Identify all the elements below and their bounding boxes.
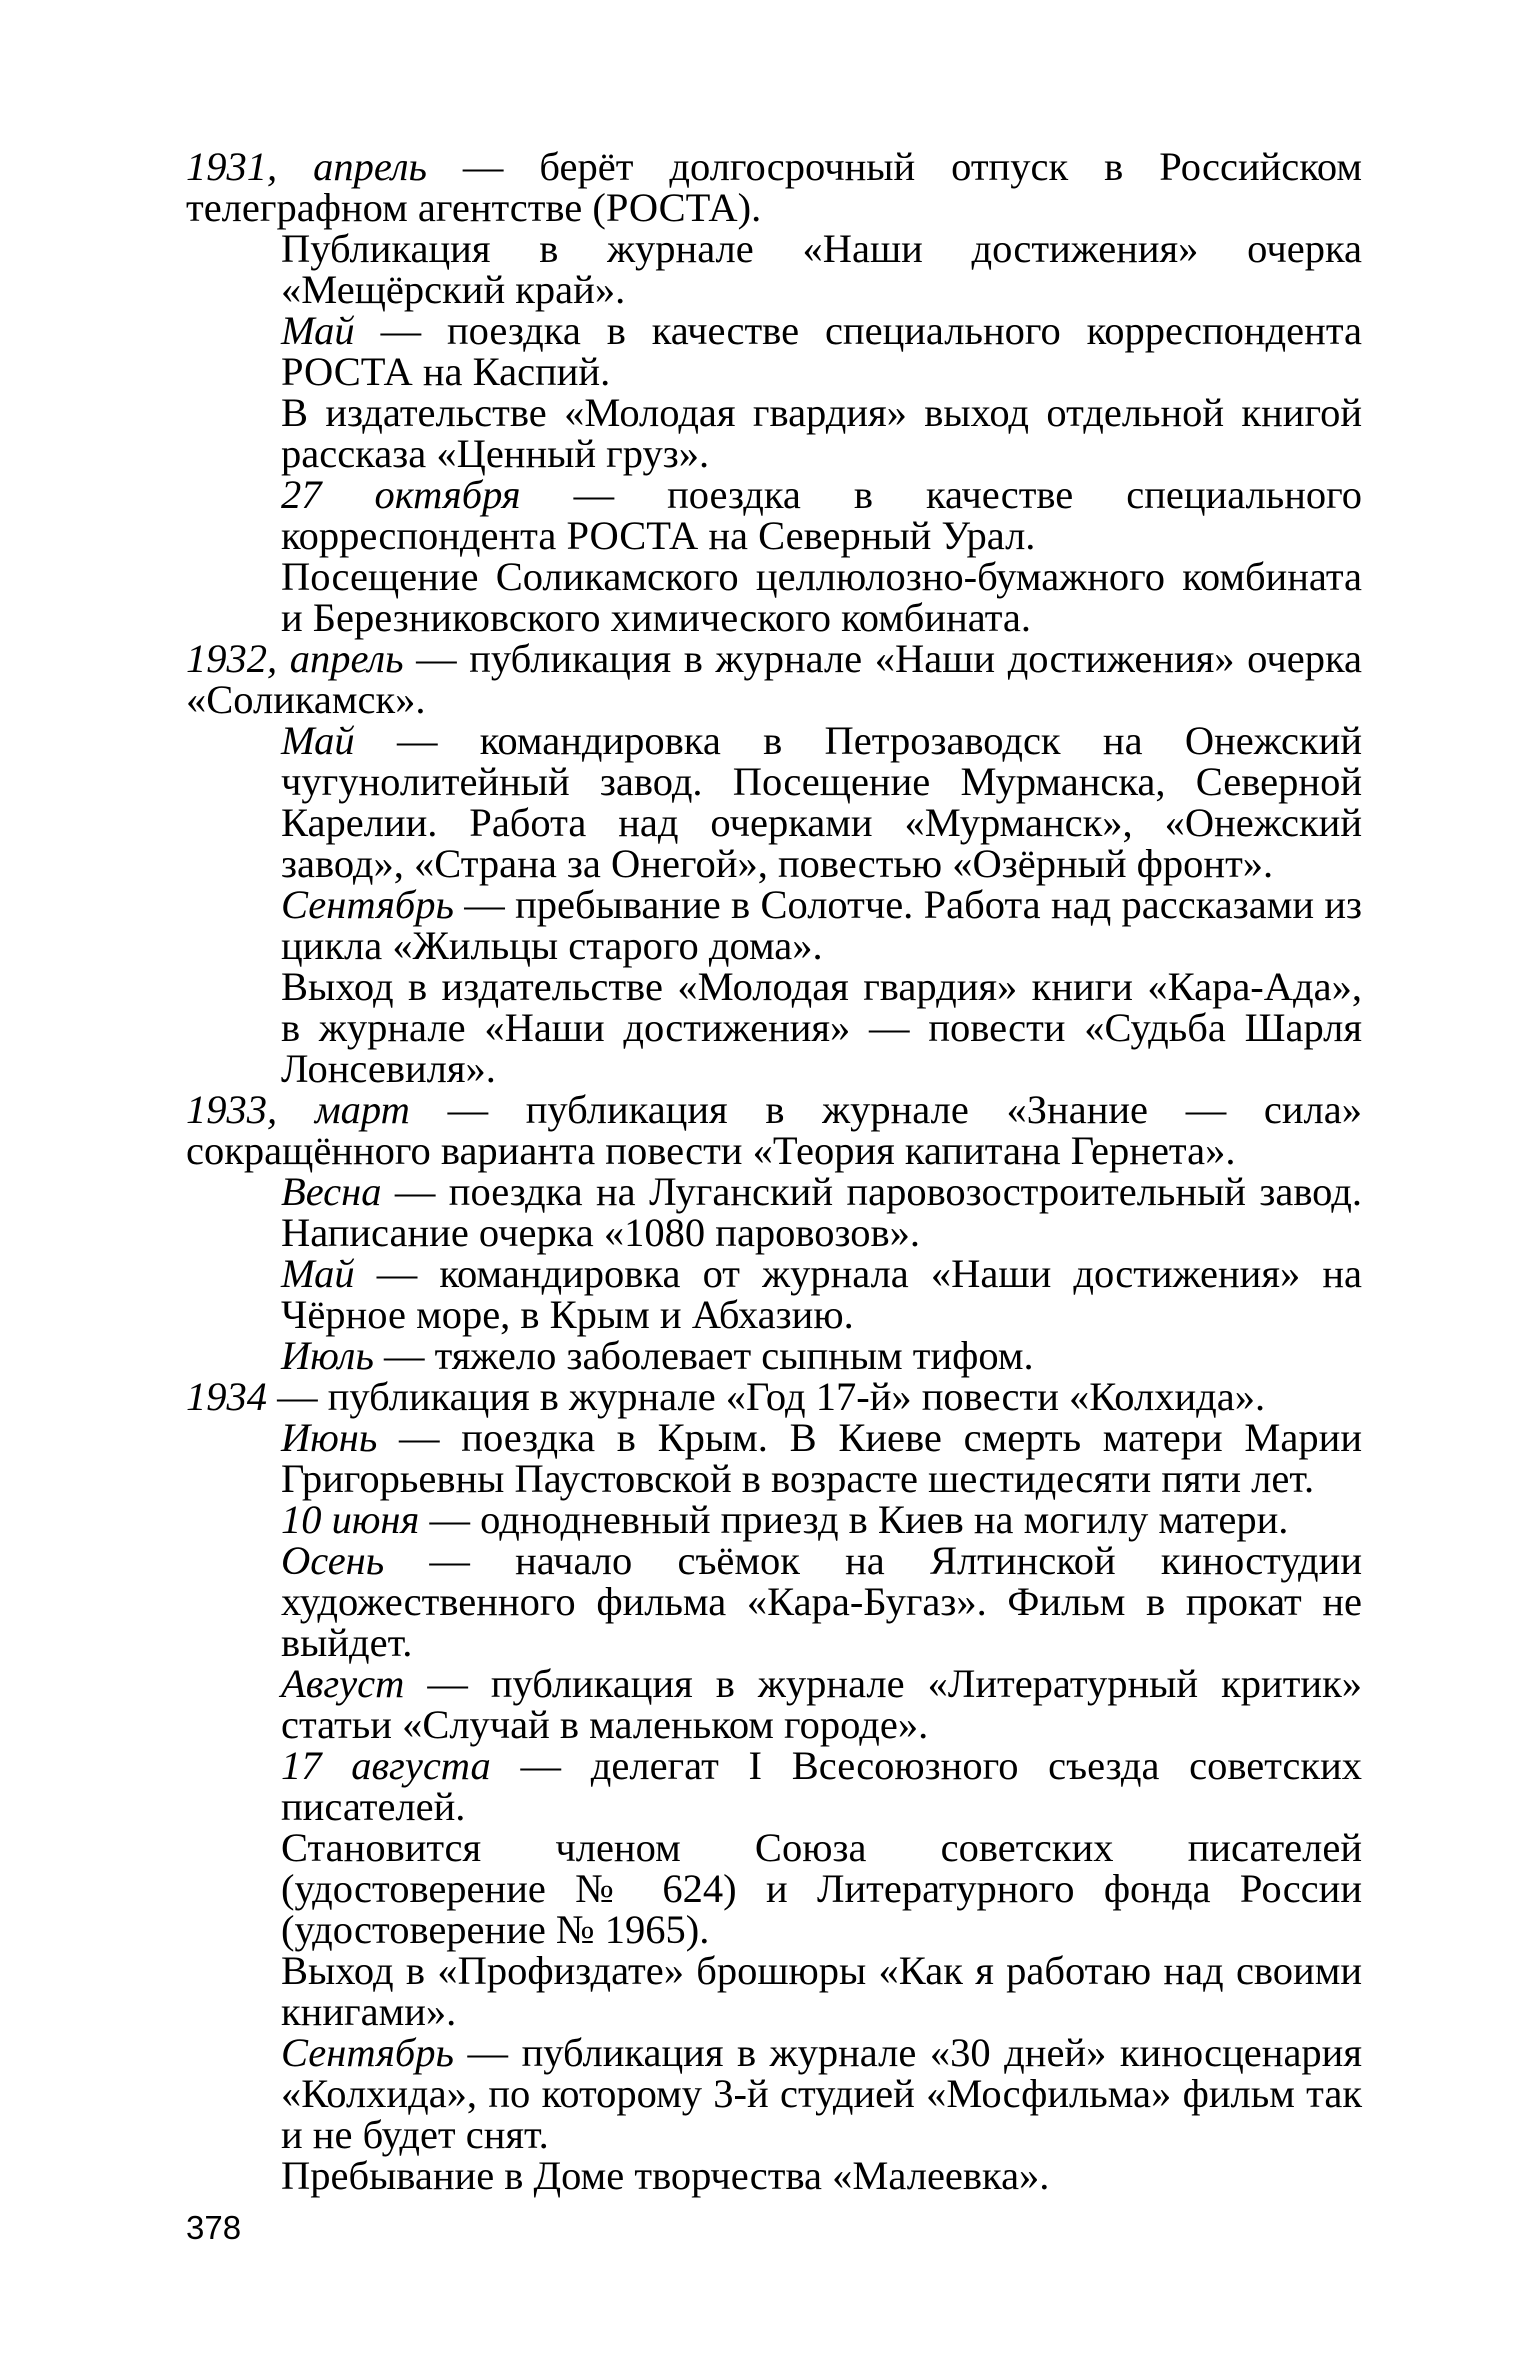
chronology-subentry xyxy=(186,1950,1362,2032)
chronology-subentry xyxy=(186,556,1362,638)
chronology-entry xyxy=(186,1376,1362,1417)
entry-date: 1932, апрель xyxy=(186,636,404,681)
entry-text: Выход в «Профиздате» брошюры «Как я работаю над своими книгами». xyxy=(281,1948,1362,2034)
chronology-subentry xyxy=(186,2155,1362,2196)
entry-text: — тяжело заболевает сыпным тифом. xyxy=(373,1333,1034,1378)
entry-text: — поездка на Луганский паровозостроительный завод. Написание очерка «1080 паровозов». xyxy=(281,1169,1362,1255)
chronology-block-1931 xyxy=(186,146,1362,638)
entry-text: — однодневный приезд в Киев на могилу матери. xyxy=(419,1497,1289,1542)
chronology-subentry xyxy=(186,392,1362,474)
chronology-subentry xyxy=(186,1499,1362,1540)
chronology-subentry xyxy=(186,310,1362,392)
entry-date: Весна xyxy=(281,1169,382,1214)
entry-text: Выход в издательстве «Молодая гвардия» книги «Кара-Ада», в журнале «Наши достижения» — повести «Судьба Шарля Лонсевиля». xyxy=(281,964,1362,1091)
entry-date: 17 августа xyxy=(281,1743,491,1788)
entry-date: Август xyxy=(281,1661,405,1706)
entry-date: Май xyxy=(281,1251,355,1296)
page-number: 378 xyxy=(186,2209,242,2246)
entry-text: — публикация в журнале «Год 17-й» повести «Колхида». xyxy=(267,1374,1266,1419)
chronology-subentry xyxy=(186,1663,1362,1745)
entry-text: Становится членом Союза советских писателей (удостоверение № 624) и Литературного фонда России (удостоверение № 1965). xyxy=(281,1825,1362,1952)
chronology-subentry xyxy=(186,884,1362,966)
chronology-subentry xyxy=(186,720,1362,884)
entry-text: — публикация в журнале «Знание — сила» сокращённого варианта повести «Теория капитана Гернета». xyxy=(186,1087,1362,1173)
entry-date: Май xyxy=(281,718,355,763)
entry-date: Май xyxy=(281,308,355,353)
entry-text: — берёт долгосрочный отпуск в Российском телеграфном агентстве (РОСТА). xyxy=(186,144,1362,230)
chronology-entry xyxy=(186,1089,1362,1171)
entry-text: — публикация в журнале «Литературный критик» статьи «Случай в маленьком городе». xyxy=(281,1661,1362,1747)
entry-date: 1933, март xyxy=(186,1087,410,1132)
chronology-subentry xyxy=(186,1540,1362,1663)
entry-date: Сентябрь xyxy=(281,2030,454,2075)
chronology-subentry xyxy=(186,1745,1362,1827)
entry-text: — поездка в качестве специального корреспондента РОСТА на Каспий. xyxy=(281,308,1362,394)
entry-date: 10 июня xyxy=(281,1497,420,1542)
chronology-subentry xyxy=(186,228,1362,310)
chronology-subentry xyxy=(186,966,1362,1089)
entry-text: — командировка в Петрозаводск на Онежский чугунолитейный завод. Посещение Мурманска, Северной Карелии. Работа над очерками «Мурманск», «Онежский завод», «Страна за Онегой», повестью «Озёрный фронт». xyxy=(281,718,1362,886)
entry-text: — поездка в качестве специального корреспондента РОСТА на Северный Урал. xyxy=(281,472,1362,558)
entry-date: Сентябрь xyxy=(281,882,454,927)
chronology-subentry xyxy=(186,2032,1362,2155)
chronology-subentry xyxy=(186,474,1362,556)
entry-text: — начало съёмок на Ялтинской киностудии художественного фильма «Кара-Бугаз». Фильм в прокат не выйдет. xyxy=(281,1538,1362,1665)
entry-date: Июнь xyxy=(281,1415,378,1460)
chronology-entry xyxy=(186,146,1362,228)
entry-text: — публикация в журнале «30 дней» киносценария «Колхида», по которому 3-й студией «Мосфильма» фильм так и не будет снят. xyxy=(281,2030,1362,2157)
entry-text: Публикация в журнале «Наши достижения» очерка «Мещёрский край». xyxy=(281,226,1362,312)
entry-text: В издательстве «Молодая гвардия» выход отдельной книгой рассказа «Ценный груз». xyxy=(281,390,1362,476)
chronology-block-1933 xyxy=(186,1089,1362,1376)
chronology-block-1934 xyxy=(186,1376,1362,2196)
entry-text: — делегат I Всесоюзного съезда советских писателей. xyxy=(281,1743,1363,1829)
entry-text: — поездка в Крым. В Киеве смерть матери Марии Григорьевны Паустовской в возрасте шестидесяти пяти лет. xyxy=(281,1415,1362,1501)
entry-date: 1934 xyxy=(186,1374,267,1419)
entry-date: Осень xyxy=(281,1538,385,1583)
entry-text: — пребывание в Солотче. Работа над рассказами из цикла «Жильцы старого дома». xyxy=(281,882,1362,968)
entry-text: Пребывание в Доме творчества «Малеевка». xyxy=(281,2153,1050,2198)
chronology-subentry xyxy=(186,1827,1362,1950)
chronology-entry xyxy=(186,638,1362,720)
entry-date: 27 октября xyxy=(281,472,521,517)
chronology-subentry xyxy=(186,1253,1362,1335)
entry-date: 1931, апрель xyxy=(186,144,427,189)
chronology-block-1932 xyxy=(186,638,1362,1089)
entry-text: — командировка от журнала «Наши достижения» на Чёрное море, в Крым и Абхазию. xyxy=(281,1251,1362,1337)
chronology-subentry xyxy=(186,1417,1362,1499)
chronology-subentry xyxy=(186,1335,1362,1376)
chronology-page xyxy=(186,146,1362,2196)
entry-text: Посещение Соликамского целлюлозно-бумажного комбината и Березниковского химического комбината. xyxy=(281,554,1362,640)
chronology-subentry xyxy=(186,1171,1362,1253)
entry-date: Июль xyxy=(281,1333,374,1378)
entry-text: — публикация в журнале «Наши достижения» очерка «Соликамск». xyxy=(186,636,1363,722)
